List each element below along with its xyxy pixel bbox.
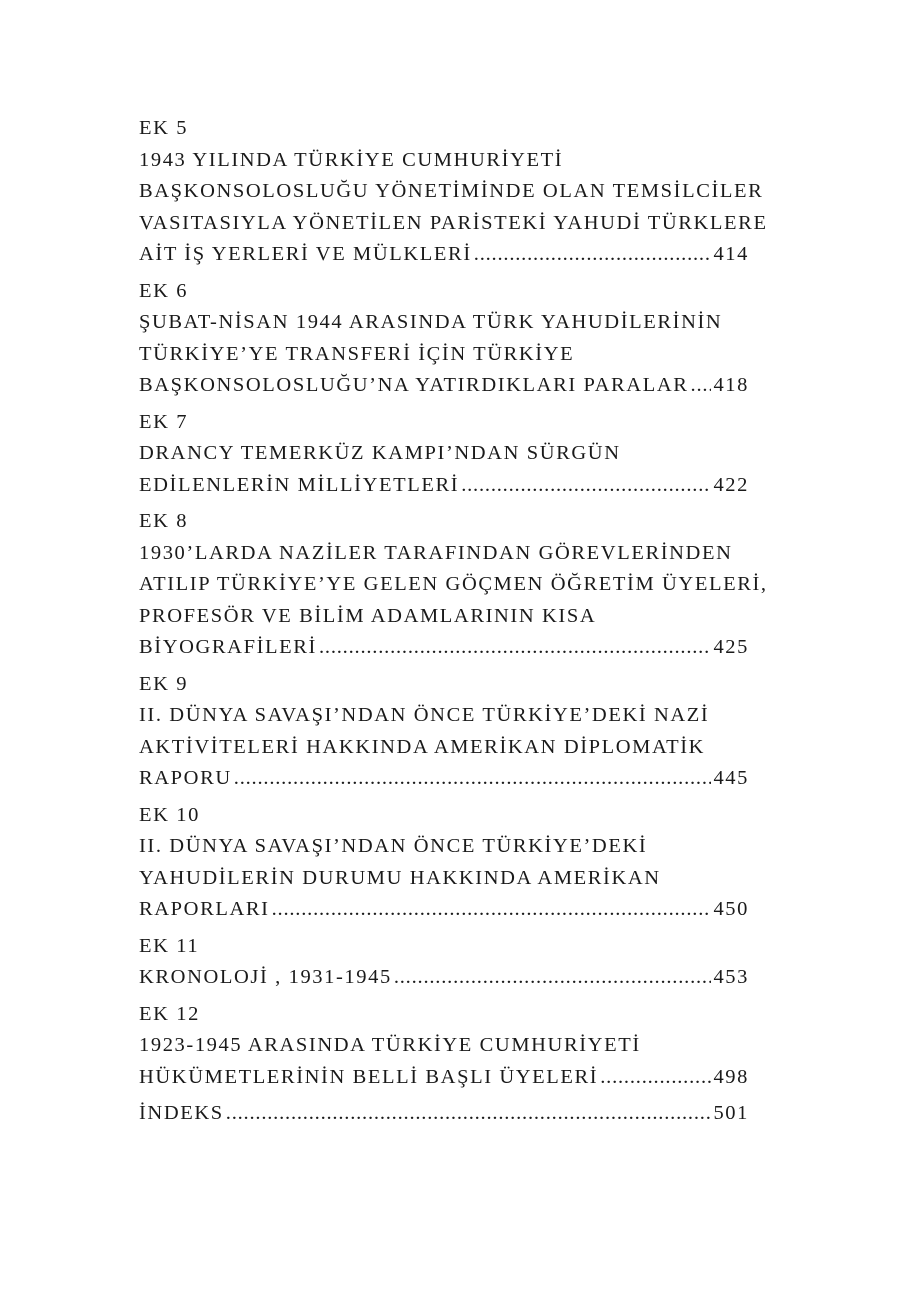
entry-last-line[interactable] bbox=[139, 894, 749, 926]
toc-entry-ek-5 bbox=[139, 113, 768, 271]
entry-last-line[interactable] bbox=[139, 763, 749, 795]
dot-leader bbox=[319, 632, 711, 664]
entry-title-line: BAŞKONSOLOSLUĞU YÖNETİMİNDE OLAN TEMSİLCİLER bbox=[139, 180, 764, 202]
entry-title-line: II. DÜNYA SAVAŞI’NDAN ÖNCE TÜRKİYE’DEKİ NAZİ bbox=[139, 704, 710, 726]
page-number: 418 bbox=[713, 374, 749, 396]
page-number: 453 bbox=[713, 966, 749, 988]
entry-label: EK 6 bbox=[139, 279, 189, 302]
entry-title-end: KRONOLOJİ , 1931-1945 bbox=[139, 966, 392, 988]
page-number: 445 bbox=[713, 767, 749, 789]
page-number: 501 bbox=[713, 1102, 749, 1124]
entry-last-line[interactable] bbox=[139, 1098, 749, 1130]
entry-label: EK 8 bbox=[139, 510, 189, 532]
page-number: 422 bbox=[713, 473, 749, 496]
page-number: 414 bbox=[713, 243, 749, 265]
toc-entry-ek-11 bbox=[139, 931, 749, 994]
entry-title-line: 1943 YILINDA TÜRKİYE CUMHURİYETİ bbox=[139, 148, 564, 171]
dot-leader bbox=[234, 763, 712, 795]
entry-label: EK 5 bbox=[139, 117, 189, 139]
entry-title-line: II. DÜNYA SAVAŞI’NDAN ÖNCE TÜRKİYE’DEKİ bbox=[139, 835, 648, 857]
toc-entry-ek-10 bbox=[139, 800, 749, 926]
dot-leader bbox=[226, 1098, 712, 1130]
entry-title-end: RAPORU bbox=[139, 767, 232, 789]
entry-last-line[interactable] bbox=[139, 632, 749, 664]
entry-title-line: TÜRKİYE’YE TRANSFERİ İÇİN TÜRKİYE bbox=[139, 342, 575, 365]
entry-title-line: YAHUDİLERİN DURUMU HAKKINDA AMERİKAN bbox=[139, 866, 661, 889]
entry-title-line: VASITASIYLA YÖNETİLEN PARİSTEKİ YAHUDİ TÜRKLERE bbox=[139, 211, 768, 234]
entry-title-end: RAPORLARI bbox=[139, 898, 270, 920]
dot-leader bbox=[394, 962, 712, 994]
entry-title-line: 1930’LARDA NAZİLER TARAFINDAN GÖREVLERİNDEN bbox=[139, 541, 733, 564]
table-of-contents bbox=[139, 113, 768, 1135]
entry-label: EK 7 bbox=[139, 410, 189, 433]
toc-entry-ek-12 bbox=[139, 999, 749, 1094]
entry-title-end: İNDEKS bbox=[139, 1102, 224, 1124]
dot-leader bbox=[600, 1062, 711, 1094]
page-number: 425 bbox=[713, 636, 749, 658]
entry-label: EK 12 bbox=[139, 1002, 200, 1025]
toc-entry-ek-7 bbox=[139, 407, 749, 502]
entry-label: EK 9 bbox=[139, 672, 189, 695]
dot-leader bbox=[461, 470, 711, 502]
dot-leader bbox=[474, 239, 712, 271]
entry-title-end: HÜKÜMETLERİNİN BELLİ BAŞLI ÜYELERİ bbox=[139, 1065, 599, 1088]
entry-title-end: BAŞKONSOLOSLUĞU’NA YATIRDIKLARI PARALAR bbox=[139, 374, 689, 396]
entry-last-line[interactable] bbox=[139, 962, 749, 994]
entry-last-line[interactable] bbox=[139, 239, 749, 271]
toc-entry-ek-9 bbox=[139, 669, 749, 795]
entry-last-line[interactable] bbox=[139, 1062, 749, 1094]
entry-last-line[interactable] bbox=[139, 470, 749, 502]
entry-title-line: DRANCY TEMERKÜZ KAMPI’NDAN SÜRGÜN bbox=[139, 442, 621, 464]
entry-title-end: BİYOGRAFİLERİ bbox=[139, 636, 317, 658]
entry-title-line: ATILIP TÜRKİYE’YE GELEN GÖÇMEN ÖĞRETİM ÜYELERİ, bbox=[139, 573, 768, 595]
entry-label: EK 10 bbox=[139, 803, 200, 826]
entry-last-line[interactable] bbox=[139, 370, 749, 402]
entry-title-line: AKTİVİTELERİ HAKKINDA AMERİKAN DİPLOMATİK bbox=[139, 735, 706, 758]
toc-entry-ek-8 bbox=[139, 506, 768, 664]
toc-entry-ek-6 bbox=[139, 276, 749, 402]
entry-label: EK 11 bbox=[139, 934, 200, 957]
toc-entry-index bbox=[139, 1098, 749, 1130]
page-number: 498 bbox=[713, 1065, 749, 1088]
entry-title-line: PROFESÖR VE BİLİM ADAMLARININ KISA bbox=[139, 604, 597, 627]
dot-leader bbox=[272, 894, 712, 926]
page-number: 450 bbox=[713, 898, 749, 920]
entry-title-line: 1923-1945 ARASINDA TÜRKİYE CUMHURİYETİ bbox=[139, 1034, 641, 1056]
dot-leader bbox=[691, 370, 712, 402]
entry-title-line: ŞUBAT-NİSAN 1944 ARASINDA TÜRK YAHUDİLERİNİN bbox=[139, 311, 723, 333]
entry-title-end: AİT İŞ YERLERİ VE MÜLKLERİ bbox=[139, 243, 472, 265]
entry-title-end: EDİLENLERİN MİLLİYETLERİ bbox=[139, 473, 460, 496]
